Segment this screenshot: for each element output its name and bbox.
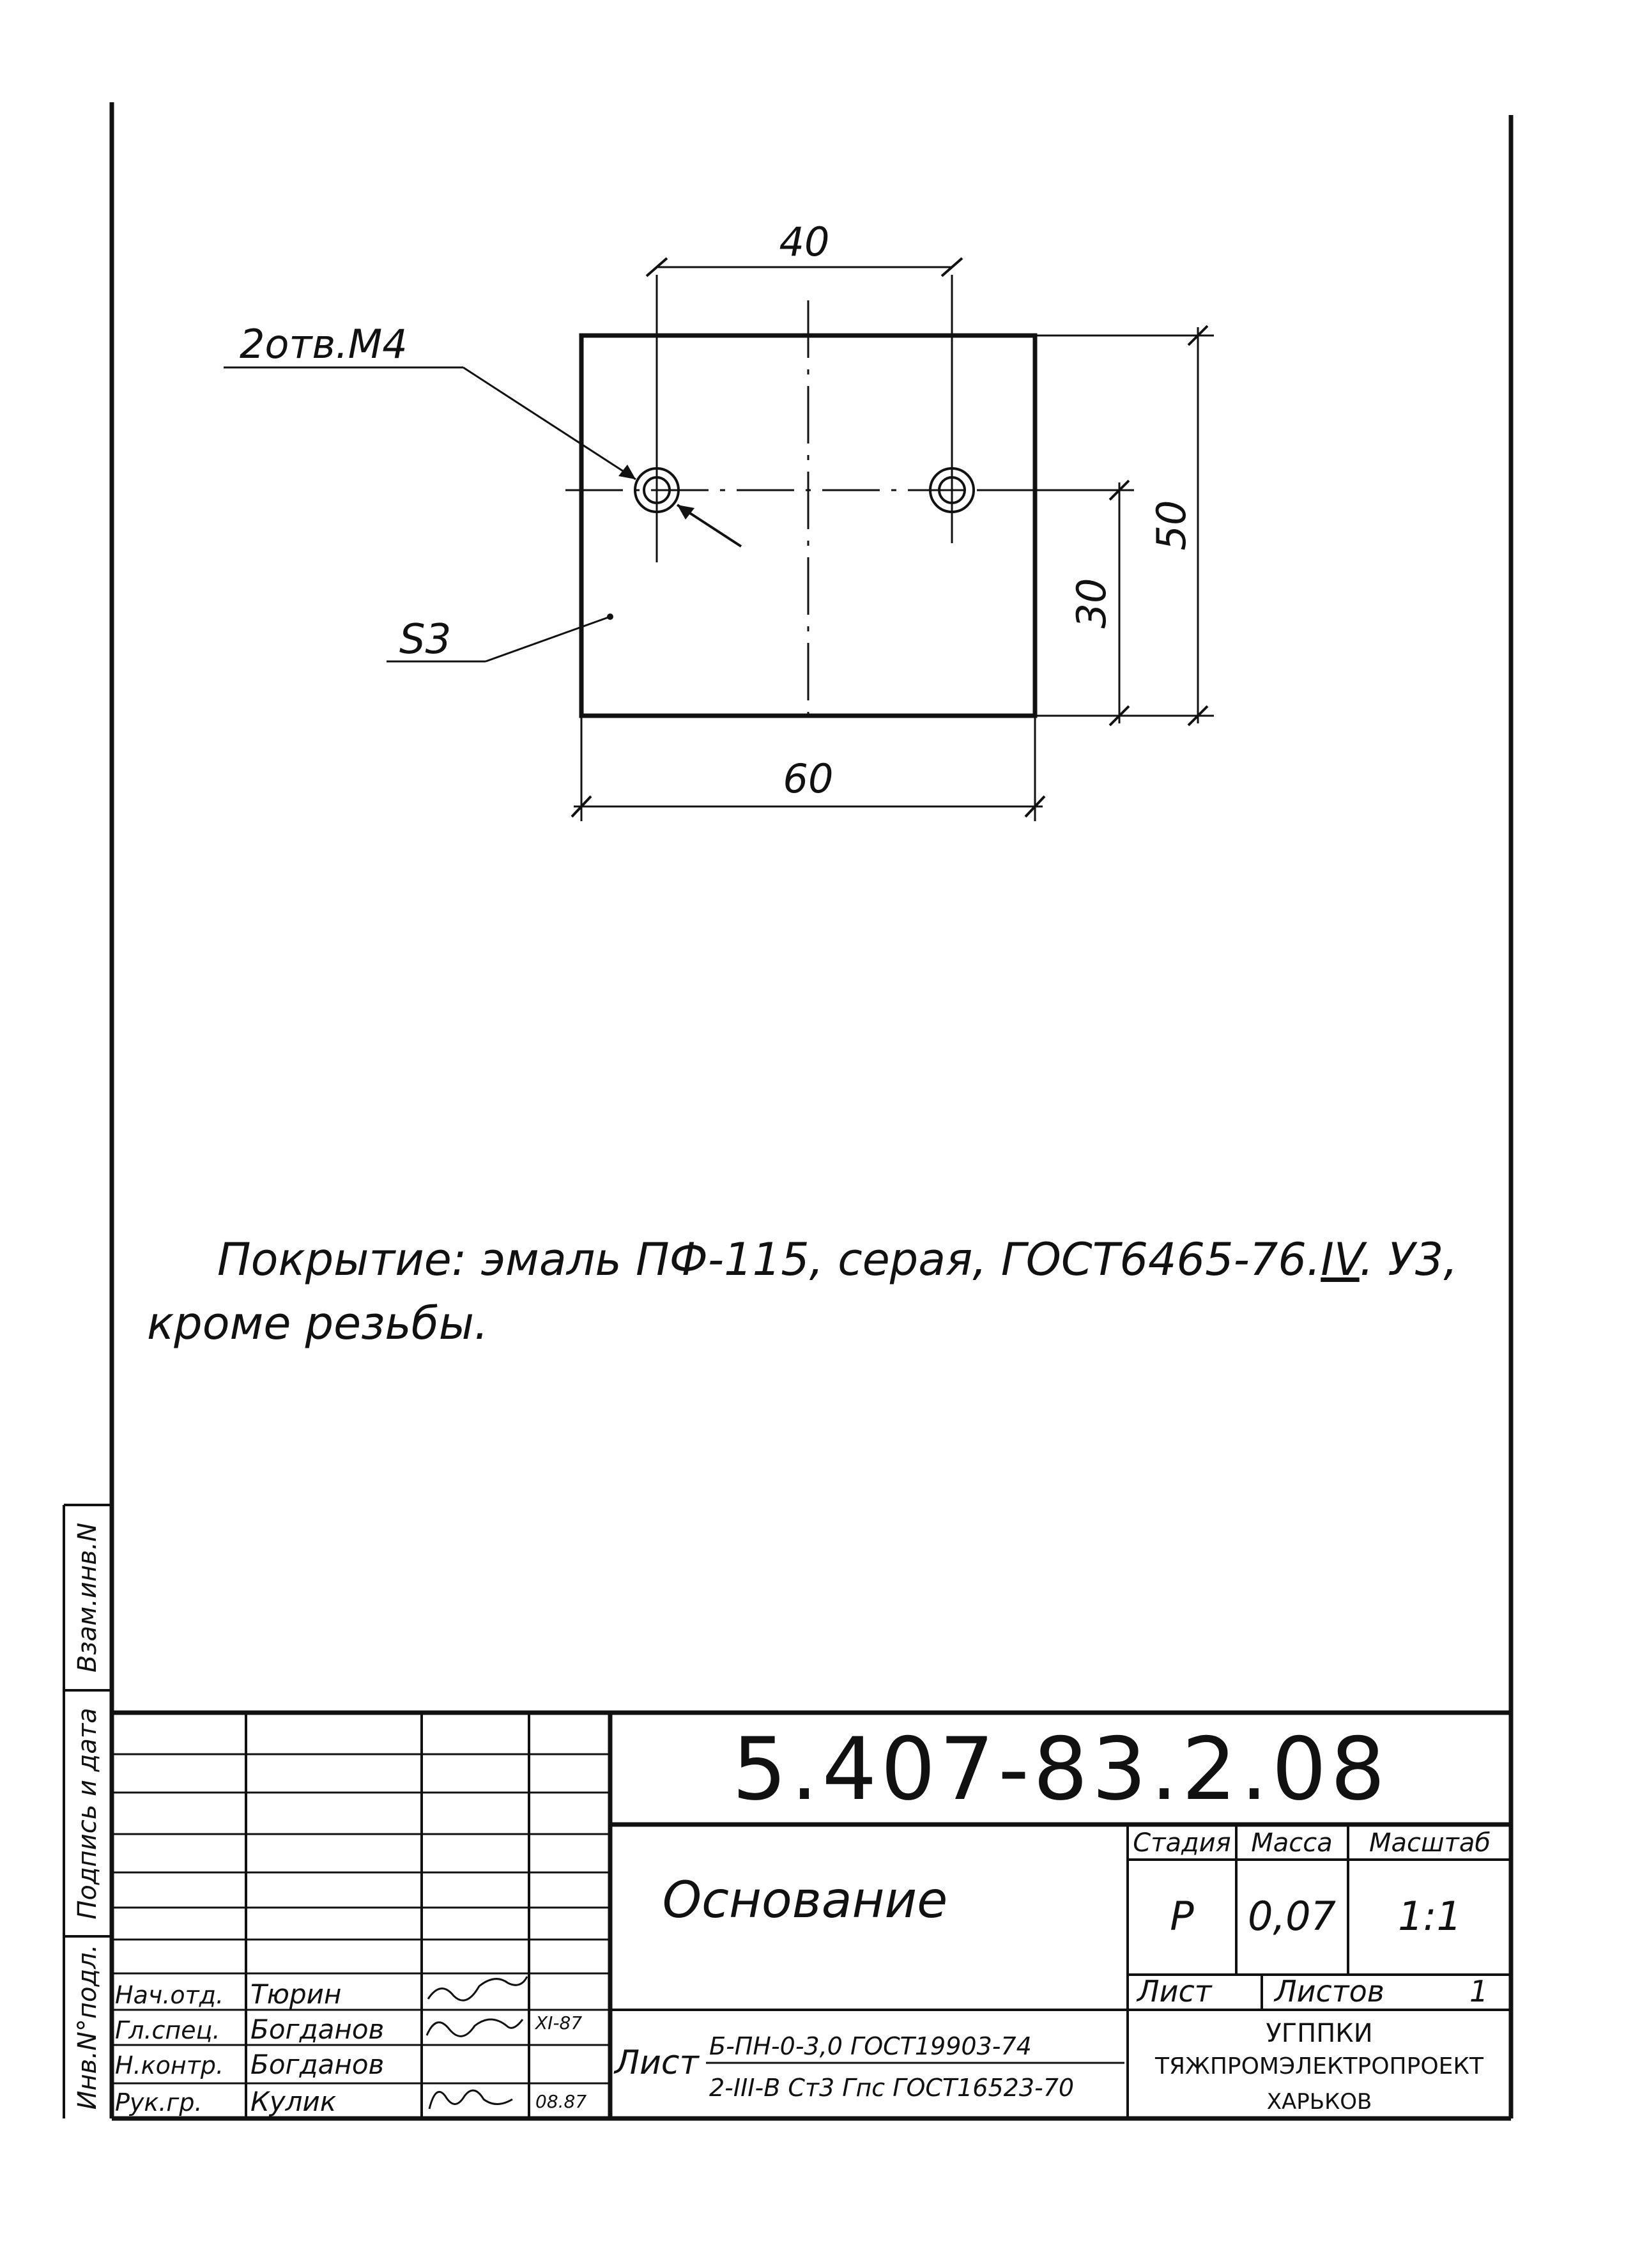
dimension-width [572, 716, 1045, 821]
dimension-hole-height [977, 481, 1134, 725]
mass-label: Масса [1251, 1828, 1333, 1858]
role-3: Н.контр. [115, 2051, 224, 2079]
scale-label: Масштаб [1368, 1828, 1491, 1858]
date-2: XI-87 [535, 2012, 583, 2033]
date-4: 08.87 [535, 2091, 587, 2112]
stage-value: Р [1170, 1893, 1194, 1940]
note-line-2: кроме резьбы. [147, 1297, 489, 1350]
name-3: Богданов [250, 2049, 385, 2080]
material-spec [613, 2032, 1124, 2102]
callout-thickness-text: S3 [399, 616, 452, 663]
scale-value: 1:1 [1398, 1893, 1462, 1940]
mass-value: 0,07 [1247, 1893, 1337, 1940]
note-line-1: Покрытие: эмаль ПФ-115, серая, ГОСТ6465-76.IV. У3, [217, 1233, 1458, 1286]
title-block [112, 1713, 1511, 2118]
hole-left [635, 275, 678, 562]
signature-rows [115, 1977, 586, 2117]
side-stamp [64, 1505, 112, 2118]
dimension-text-50: 50 [1148, 500, 1195, 551]
signature-2 [427, 2019, 523, 2036]
dimension-height [1035, 326, 1214, 725]
role-1: Нач.отд. [115, 1981, 224, 2009]
hole-right [930, 275, 974, 543]
signature-1 [428, 1977, 527, 2000]
part-name: Основание [662, 1872, 948, 1929]
side-stamp-replace: Взам.инв.N [73, 1522, 102, 1673]
stage-label: Стадия [1133, 1828, 1231, 1858]
org-line-1: УГППКИ [1266, 2019, 1373, 2048]
callout-holes-text: 2отв.М4 [240, 321, 408, 367]
name-4: Кулик [250, 2086, 337, 2117]
org-line-3: ХАРЬКОВ [1266, 2089, 1372, 2115]
side-stamp-inv: Инв.N°подл. [73, 1944, 102, 2110]
document-number: 5.407-83.2.08 [732, 1719, 1390, 1819]
name-1: Тюрин [250, 1979, 342, 2010]
role-2: Гл.спец. [115, 2016, 220, 2044]
dimension-text-60: 60 [783, 755, 834, 802]
material-bottom: 2-III-В Ст3 Гпс ГОСТ16523-70 [709, 2074, 1075, 2102]
callout-holes [224, 321, 741, 546]
side-stamp-signature: Подпись и дата [73, 1708, 102, 1920]
org-line-2: ТЯЖПРОМЭЛЕКТРОПРОЕКТ [1155, 2053, 1483, 2079]
dimension-hole-spacing [647, 219, 962, 276]
name-2: Богданов [250, 2014, 385, 2045]
dimension-text-40: 40 [779, 219, 830, 265]
dimension-text-30: 30 [1068, 578, 1115, 629]
part-view [565, 275, 1124, 729]
sheets-value: 1 [1469, 1974, 1489, 2009]
sheets-label: Листов [1275, 1974, 1384, 2009]
note-roman: IV [1321, 1233, 1360, 1286]
role-4: Рук.гр. [115, 2088, 203, 2117]
material-prefix: Лист [615, 2044, 699, 2082]
sheet-label: Лист [1137, 1974, 1212, 2009]
material-top: Б-ПН-0-3,0 ГОСТ19903-74 [709, 2032, 1032, 2060]
coating-note [147, 1233, 1458, 1350]
signature-4 [429, 2090, 512, 2109]
